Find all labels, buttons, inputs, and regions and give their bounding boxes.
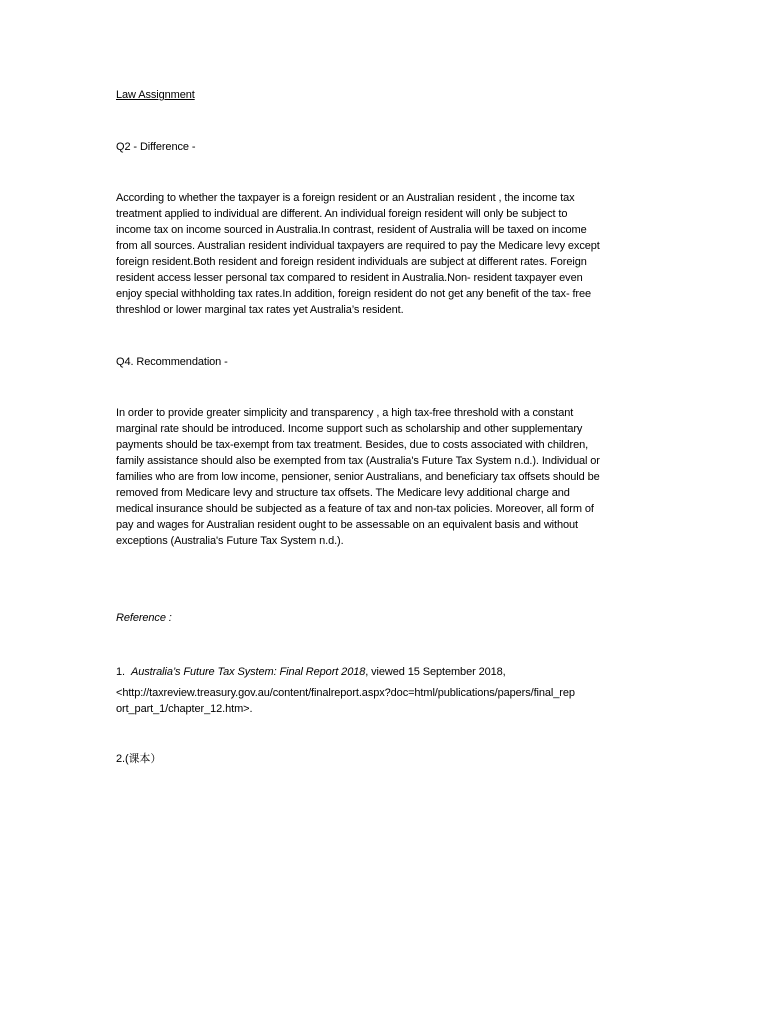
reference-url-line: <http://taxreview.treasury.gov.au/content/finalreport.aspx?doc=html/publications/papers/final_rep	[116, 687, 575, 699]
q4-heading: Q4. Recommendation -	[116, 356, 228, 368]
reference-item-2: 2.(课本）	[116, 753, 162, 765]
paragraph-line: income tax on income sourced in Australia.In contrast, resident of Australia will be taxed on income	[116, 224, 587, 236]
paragraph-line: resident access lesser personal tax compared to resident in Australia.Non- resident taxpayer even	[116, 272, 583, 284]
q4-paragraph	[116, 405, 656, 549]
paragraph-line: medical insurance should be subjected as a feature of tax and non-tax policies. Moreover, all form of	[116, 503, 594, 515]
paragraph-line: pay and wages for Australian resident ought to be assessable on an equivalent basis and without	[116, 519, 578, 531]
paragraph-line: foreign resident.Both resident and foreign resident individuals are subject at different rates. Foreign	[116, 256, 587, 268]
paragraph-line: families who are from low income, pensioner, senior Australians, and beneficiary tax offsets should be	[116, 471, 600, 483]
paragraph-line: from all sources. Australian resident individual taxpayers are required to pay the Medicare levy except	[116, 240, 600, 252]
q2-heading: Q2 - Difference -	[116, 141, 196, 153]
reference-url-line: ort_part_1/chapter_12.htm>.	[116, 703, 253, 715]
paragraph-line: enjoy special withholding tax rates.In addition, foreign resident do not get any benefit of the tax- free	[116, 288, 592, 300]
reference-heading: Reference :	[116, 612, 172, 624]
paragraph-line: treatment applied to individual are different. An individual foreign resident will only be subject to	[116, 208, 568, 220]
reference-viewed-date: , viewed 15 September 2018,	[365, 666, 506, 678]
paragraph-line: In order to provide greater simplicity and transparency , a high tax-free threshold with a constant	[116, 407, 574, 419]
paragraph-line: payments should be tax-exempt from tax treatment. Besides, due to costs associated with children,	[116, 439, 589, 451]
document-title: Law Assignment	[116, 89, 195, 101]
reference-item-1	[116, 664, 656, 680]
paragraph-line: According to whether the taxpayer is a foreign resident or an Australian resident , the income tax	[116, 192, 575, 204]
paragraph-line: removed from Medicare levy and structure tax offsets. The Medicare levy additional charge and	[116, 487, 570, 499]
reference-url	[116, 685, 646, 717]
reference-title: Australia’s Future Tax System: Final Report 2018	[130, 666, 366, 678]
paragraph-line: threshlod or lower marginal tax rates yet Australia’s resident.	[116, 304, 404, 316]
q2-paragraph	[116, 190, 656, 318]
paragraph-line: marginal rate should be introduced. Income support such as scholarship and other supplementary	[116, 423, 583, 435]
paragraph-line: exceptions (Australia's Future Tax System n.d.).	[116, 535, 344, 547]
reference-number: 1.	[116, 666, 125, 678]
paragraph-line: family assistance should also be exempted from tax (Australia's Future Tax System n.d.). Individual or	[116, 455, 600, 467]
